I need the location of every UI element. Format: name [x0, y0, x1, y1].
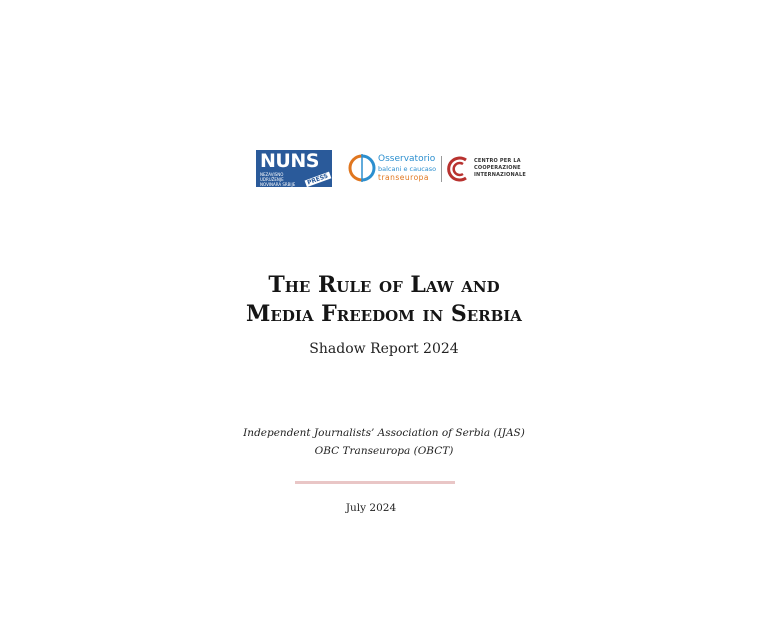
nuns-logo-tag: PRESS: [305, 172, 329, 187]
obct-logo-line3: transeuropa: [378, 173, 430, 182]
report-title-line1: The Rule of Law and: [268, 272, 500, 298]
logo-row: [256, 150, 526, 190]
obct-logo-line2: balcani e caucaso: [378, 165, 437, 173]
author-line: Independent Journalists’ Association of Serbia (IJAS): [243, 427, 525, 439]
obct-logo-line1: Osservatorio: [378, 154, 436, 164]
divider-rule: [295, 481, 455, 484]
nuns-logo-subtitle: NEZAVISNO UDRUŽENJE NOVINARA SRBIJE: [260, 172, 296, 187]
nuns-logo-name: NUNS: [260, 150, 319, 172]
obct-logo-mark-icon: [348, 152, 376, 186]
cci-logo-line3: INTERNAZIONALE: [474, 172, 526, 178]
report-title-line2: Media Freedom in Serbia: [246, 301, 522, 327]
cci-logo-mark-icon: [446, 154, 472, 184]
author-line: OBC Transeuropa (OBCT): [314, 445, 454, 457]
cci-logo-line1: CENTRO PER LA: [474, 158, 521, 164]
cci-logo-text: [474, 158, 526, 179]
report-date: July 2024: [345, 502, 397, 514]
nuns-logo: [256, 150, 332, 187]
logo-divider: [441, 156, 442, 182]
cci-logo-line2: COOPERAZIONE: [474, 165, 521, 171]
obct-logo: [348, 152, 443, 186]
report-subtitle: Shadow Report 2024: [309, 341, 459, 357]
cci-logo: [446, 154, 526, 184]
